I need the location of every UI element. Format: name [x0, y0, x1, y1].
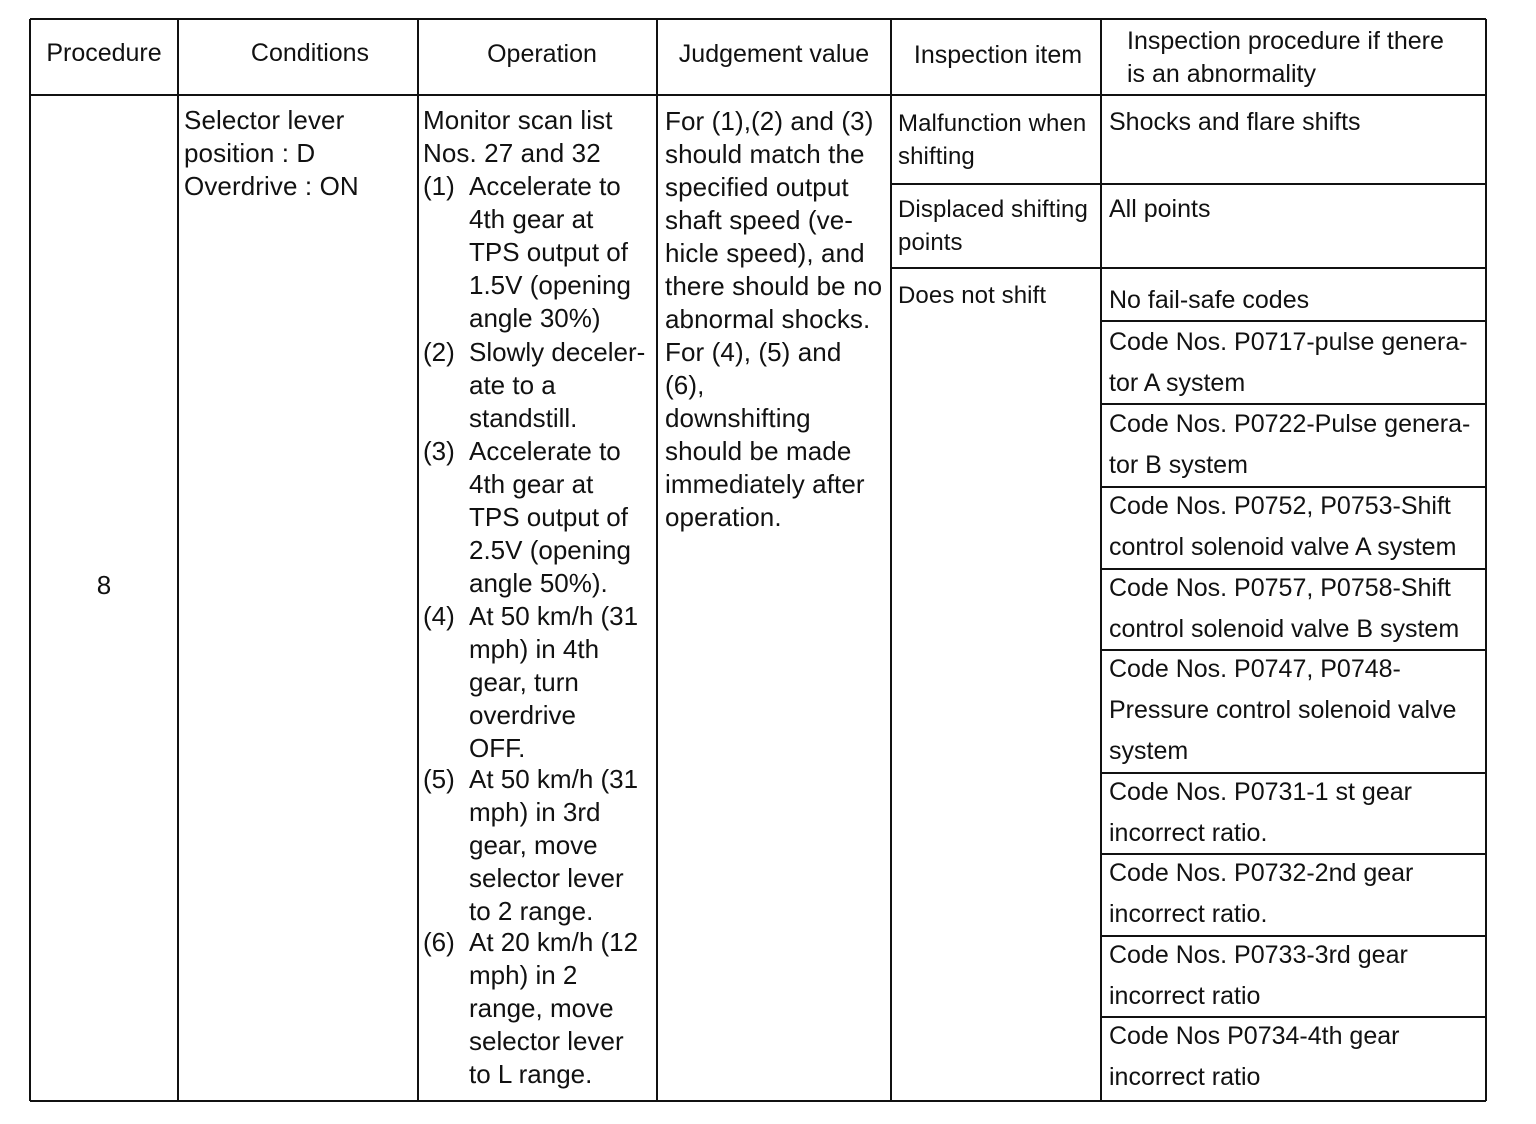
abnormality-item: Code Nos. P0717-pulse genera- tor A system: [1109, 328, 1468, 397]
step-number: (5): [423, 764, 455, 794]
operation-step-5: [423, 763, 655, 933]
header-conditions: Conditions: [250, 39, 370, 67]
step-text: Accelerate to 4th gear at TPS output of 2.5V (opening angle 50%).: [469, 436, 631, 598]
step-number: (4): [423, 601, 455, 631]
step-text: Accelerate to 4th gear at TPS output of 1.5V (opening angle 30%): [469, 171, 631, 333]
conditions-text: Selector lever position : D Overdrive : ON: [184, 105, 359, 201]
judgement-value-text: For (1),(2) and (3) should match the specified output shaft speed (ve- hicle speed), and there should be no abnormal shocks. For (4), (5) and (6), downshifting should be made immediately after operation.: [665, 106, 883, 532]
abnormality-item: Code Nos. P0731-1 st gear incorrect ratio.: [1109, 778, 1412, 847]
header-operation: Operation: [487, 40, 597, 68]
abnormality-item: Code Nos. P0752, P0753-Shift control solenoid valve A system: [1109, 492, 1457, 561]
procedure-number: 8: [96, 570, 112, 600]
abnormality-item: All points: [1109, 195, 1211, 223]
header-abnormality-procedure: Inspection procedure if there is an abnormality: [1127, 27, 1444, 88]
inspection-item-does-not-shift: Does not shift: [898, 282, 1047, 309]
abnormality-item: Code Nos. P0747, P0748- Pressure control solenoid valve system: [1109, 655, 1457, 765]
header-procedure: Procedure: [46, 39, 162, 67]
operation-step-1: [423, 170, 655, 340]
header-judgement-value: Judgement value: [678, 40, 870, 68]
step-number: (1): [423, 171, 455, 201]
operation-step-6: [423, 926, 655, 1096]
inspection-item-displaced-points: Displaced shifting points: [898, 196, 1088, 256]
step-text: At 20 km/h (12 mph) in 2 range, move selector lever to L range.: [469, 927, 639, 1089]
step-number: (6): [423, 927, 455, 957]
abnormality-item: Code Nos. P0722-Pulse genera- tor B system: [1109, 410, 1471, 479]
step-text: At 50 km/h (31 mph) in 4th gear, turn overdrive OFF.: [469, 601, 639, 763]
step-number: (3): [423, 436, 455, 466]
operation-intro: Monitor scan list Nos. 27 and 32: [423, 105, 613, 168]
operation-step-4: [423, 600, 655, 770]
operation-step-3: [423, 435, 655, 605]
abnormality-item: Code Nos. P0732-2nd gear incorrect ratio.: [1109, 859, 1414, 928]
abnormality-item: Code Nos. P0757, P0758-Shift control solenoid valve B system: [1109, 574, 1460, 643]
abnormality-item: Shocks and flare shifts: [1109, 108, 1361, 136]
step-text: At 50 km/h (31 mph) in 3rd gear, move selector lever to 2 range.: [469, 764, 639, 926]
step-text: Slowly deceler- ate to a standstill.: [469, 337, 646, 433]
abnormality-item: Code Nos P0734-4th gear incorrect ratio: [1109, 1022, 1400, 1091]
operation-step-2: [423, 336, 655, 436]
header-inspection-item: Inspection item: [913, 41, 1083, 69]
inspection-item-malfunction: Malfunction when shifting: [898, 110, 1087, 170]
abnormality-item: Code Nos. P0733-3rd gear incorrect ratio: [1109, 941, 1408, 1010]
abnormality-item: No fail-safe codes: [1109, 286, 1310, 314]
step-number: (2): [423, 337, 455, 367]
